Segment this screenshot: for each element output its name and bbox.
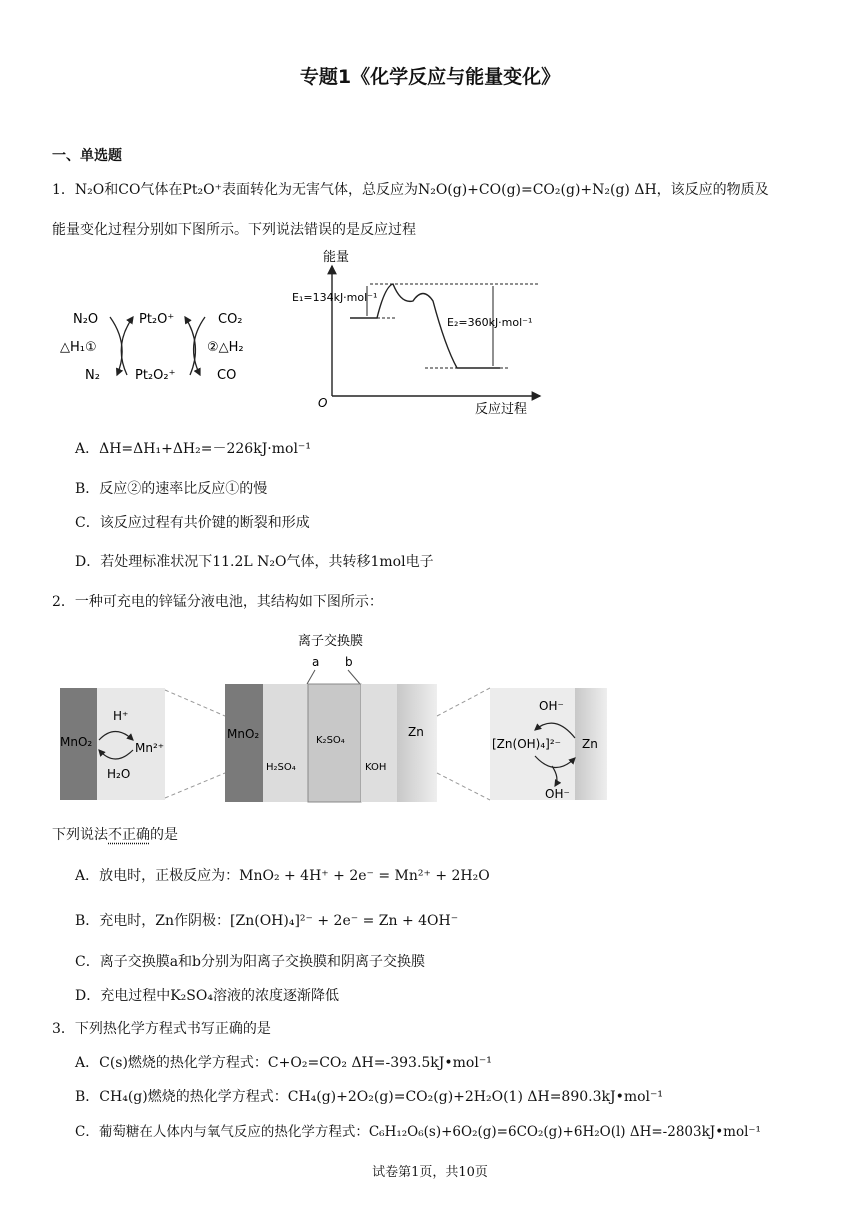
main-h2so4-region — [263, 684, 308, 802]
cycle-arrow-left-down — [110, 317, 122, 375]
left-zoom-line-top — [165, 690, 225, 716]
q2-prompt-post: 的是 — [150, 827, 178, 843]
right-oh-top-label: OH⁻ — [539, 699, 564, 713]
q3-stem: 3．下列热化学方程式书写正确的是 — [52, 1021, 271, 1037]
main-h2so4-label: H₂SO₄ — [266, 762, 296, 773]
q2-stem: 2．一种可充电的锌锰分液电池，其结构如下图所示： — [52, 594, 383, 610]
q2-prompt — [52, 824, 178, 844]
cycle-dh1: △H₁① — [60, 340, 97, 355]
q1-reaction-cycle — [55, 295, 275, 395]
cycle-dh2: ②△H₂ — [207, 340, 244, 355]
left-h2o-label: H₂O — [107, 767, 131, 781]
q2-option-b: B．充电时，Zn作阴极：[Zn(OH)₄]²⁻ + 2e⁻ = Zn + 4OH⁻ — [75, 913, 459, 929]
energy-e2-label: E₂=360kJ·mol⁻¹ — [447, 316, 533, 329]
q3-option-b: B．CH₄(g)燃烧的热化学方程式：CH₄(g)+2O₂(g)=CO₂(g)+2H₂O(1) ΔH=890.3kJ•mol⁻¹ — [75, 1089, 664, 1105]
q3-option-c: C．葡萄糖在人体内与氧气反应的热化学方程式：C₆H₁₂O₆(s)+6O₂(g)=6CO₂(g)+6H₂O(l) ΔH=-2803kJ•mol⁻¹ — [75, 1124, 761, 1140]
q1-stem-line2: 能量变化过程分别如下图所示。下列说法错误的是反应过程 — [52, 222, 416, 238]
left-zoom-line-bottom — [165, 773, 225, 798]
q1-energy-diagram — [285, 246, 545, 418]
q2-option-c: C．离子交换膜a和b分别为阳离子交换膜和阴离子交换膜 — [75, 954, 426, 970]
membrane-a-pointer — [307, 670, 315, 684]
energy-e1-label: E₁=134kJ·mol⁻¹ — [292, 291, 378, 304]
left-mn-label: Mn²⁺ — [135, 741, 165, 755]
main-zn-electrode — [397, 684, 437, 802]
cycle-pt2o: Pt₂O⁺ — [139, 312, 175, 327]
q2-option-d: D．充电过程中K₂SO₄溶液的浓度逐渐降低 — [75, 988, 339, 1004]
q1-option-a: A．ΔH=ΔH₁+ΔH₂=－226kJ·mol⁻¹ — [75, 441, 311, 457]
q3-option-a: A．C(s)燃烧的热化学方程式：C+O₂=CO₂ ΔH=-393.5kJ•mol⁻¹ — [75, 1055, 492, 1071]
right-zoom-line-bottom — [437, 773, 490, 800]
left-h-label: H⁺ — [113, 709, 129, 723]
left-mno2-label: MnO₂ — [60, 735, 93, 749]
q1-stem-line1: 1．N₂O和CO气体在Pt₂O⁺表面转化为无害气体，总反应为N₂O(g)+CO(g)=CO₂(g)+N₂(g) ΔH，该反应的物质及 — [52, 182, 769, 198]
main-k2so4-label: K₂SO₄ — [316, 735, 345, 746]
cycle-pt2o2: Pt₂O₂⁺ — [135, 368, 176, 383]
main-koh-region — [361, 684, 397, 802]
main-koh-label: KOH — [365, 762, 387, 773]
membrane-b-label: b — [345, 655, 353, 669]
page-footer: 试卷第1页，共10页 — [372, 1165, 488, 1180]
right-complex-label: [Zn(OH)₄]²⁻ — [492, 737, 561, 751]
q2-option-a: A．放电时，正极反应为：MnO₂ + 4H⁺ + 2e⁻ = Mn²⁺ + 2H₂O — [75, 868, 490, 884]
q2-battery-diagram — [55, 628, 615, 808]
energy-xlabel: 反应过程 — [475, 402, 528, 417]
membrane-label: 离子交换膜 — [298, 634, 364, 649]
cycle-n2o: N₂O — [73, 312, 99, 327]
right-zoom-line-top — [437, 688, 490, 716]
cycle-co: CO — [217, 368, 237, 383]
main-mno2-label: MnO₂ — [227, 727, 260, 741]
energy-ylabel: 能量 — [323, 250, 350, 265]
cycle-n2: N₂ — [85, 368, 100, 383]
q2-prompt-emph: 不正确 — [108, 827, 150, 843]
energy-origin: O — [318, 396, 328, 410]
membrane-a-label: a — [312, 655, 320, 669]
main-zn-label: Zn — [408, 725, 424, 739]
section-heading: 一、单选题 — [52, 148, 122, 164]
q2-prompt-pre: 下列说法 — [52, 827, 108, 843]
q1-option-b: B．反应②的速率比反应①的慢 — [75, 481, 268, 497]
q1-option-c: C．该反应过程有共价键的断裂和形成 — [75, 515, 310, 531]
cycle-arrow-left-up — [121, 317, 133, 375]
right-oh-bottom-label: OH⁻ — [545, 787, 570, 801]
page-title: 专题1《化学反应与能量变化》 — [299, 66, 561, 88]
cycle-co2: CO₂ — [218, 312, 243, 327]
membrane-b-pointer — [348, 670, 360, 684]
q1-option-d: D．若处理标准状况下11.2L N₂O气体，共转移1mol电子 — [75, 554, 434, 570]
main-mno2-electrode — [225, 684, 263, 802]
right-zn-label: Zn — [582, 737, 598, 751]
